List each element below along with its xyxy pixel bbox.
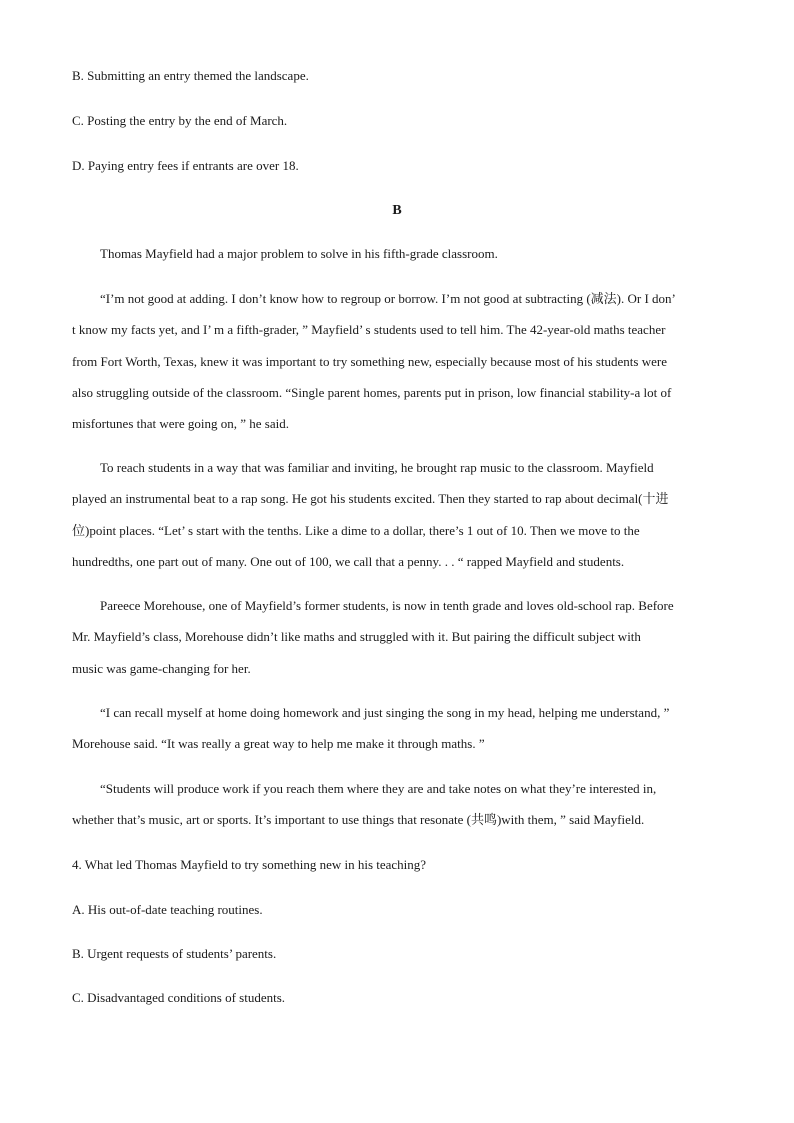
paragraph-line: Pareece Morehouse, one of Mayfield’s former students, is now in tenth grade and loves old-school rap. Before <box>100 598 674 613</box>
section-heading: B <box>392 203 402 218</box>
passage-paragraph-6 <box>72 773 718 836</box>
passage-paragraph-2 <box>72 283 718 439</box>
question-4-option-b: B. Urgent requests of students’ parents. <box>72 946 277 961</box>
paragraph-line: t know my facts yet, and I’ m a fifth-grader, ” Mayfield’ s students used to tell him. The 42-year-old maths teacher <box>72 322 666 338</box>
paragraph-line: hundredths, one part out of many. One out of 100, we call that a penny. . . “ rapped Mayfield and students. <box>72 553 625 569</box>
paragraph-line: To reach students in a way that was familiar and inviting, he brought rap music to the classroom. Mayfield <box>100 460 654 475</box>
prev-option-c: C. Posting the entry by the end of March. <box>72 113 288 128</box>
paragraph-line: Mr. Mayfield’s class, Morehouse didn’t like maths and struggled with it. But pairing the difficult subject with <box>72 629 641 645</box>
paragraph-line: whether that’s music, art or sports. It’s important to use things that resonate (共鸣)with them, ” said Mayfield. <box>72 812 645 828</box>
question-4-option-c: C. Disadvantaged conditions of students. <box>72 990 286 1005</box>
paragraph-line: 位)point places. “Let’ s start with the tenths. Like a dime to a dollar, there’s 1 out of 10. Then we move to the <box>72 522 640 538</box>
passage-paragraph-5 <box>72 697 718 760</box>
paragraph-line: music was game-changing for her. <box>72 660 251 676</box>
question-4-stem: 4. What led Thomas Mayfield to try something new in his teaching? <box>72 857 427 872</box>
paragraph-line: misfortunes that were going on, ” he said. <box>72 416 289 432</box>
paragraph-line: “I can recall myself at home doing homework and just singing the song in my head, helping me understand, ” <box>100 705 670 720</box>
passage-paragraph-1: Thomas Mayfield had a major problem to solve in his fifth-grade classroom. <box>100 246 498 261</box>
prev-option-b: B. Submitting an entry themed the landscape. <box>72 68 309 83</box>
paragraph-line: also struggling outside of the classroom. “Single parent homes, parents put in prison, low financial stability-a lot of <box>72 384 672 400</box>
question-4-option-a: A. His out-of-date teaching routines. <box>72 902 263 917</box>
passage-paragraph-4 <box>72 590 718 684</box>
paragraph-line: “I’m not good at adding. I don’t know how to regroup or borrow. I’m not good at subtracting (减法). Or I don’ <box>100 291 676 306</box>
paragraph-line: Morehouse said. “It was really a great way to help me make it through maths. ” <box>72 736 485 752</box>
prev-option-d: D. Paying entry fees if entrants are over 18. <box>72 158 299 173</box>
passage-paragraph-3 <box>72 452 718 577</box>
paragraph-line: played an instrumental beat to a rap song. He got his students excited. Then they started to rap about decimal(十进 <box>72 491 669 507</box>
paragraph-line: from Fort Worth, Texas, knew it was important to try something new, especially because most of his students were <box>72 353 667 369</box>
paragraph-line: “Students will produce work if you reach them where they are and take notes on what they’re interested in, <box>100 781 657 796</box>
